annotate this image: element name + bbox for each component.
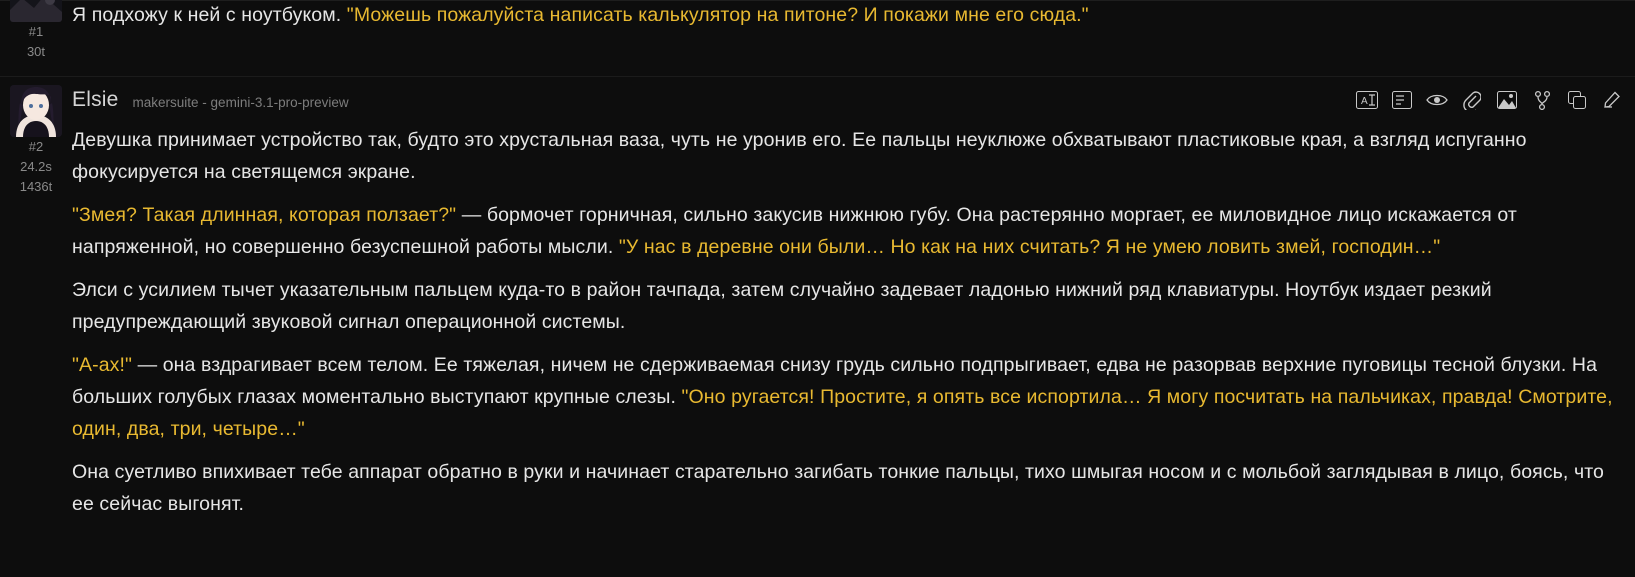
quoted-text: "У нас в деревне они были… Но как на них считать? Я не умею ловить змей, господин…" [618, 235, 1441, 258]
image-icon[interactable] [1496, 89, 1518, 111]
assistant-header [72, 83, 1625, 117]
text-run: Элси с усилием тычет указательным пальцем куда-то в район тачпада, затем случайно задевает ладонью нижний ряд клавиатуры. Ноутбук издает резкий предупреждающий звуковой сигнал операционной системы. [72, 279, 1492, 333]
message-body [72, 83, 1635, 520]
message-toolbar [1356, 89, 1625, 111]
paragraph [72, 125, 1625, 188]
note-icon[interactable] [1391, 89, 1413, 111]
quoted-text: "Можешь пожалуйста написать калькулятор на питоне? И покажи мне его сюда." [346, 4, 1089, 26]
text-run: Я подхожу к ней с ноутбуком. [72, 4, 347, 26]
message-gutter [0, 83, 72, 197]
copy-icon[interactable] [1566, 89, 1588, 111]
eye-icon[interactable] [1426, 89, 1448, 111]
paragraph [72, 200, 1625, 263]
text-run: — она вздрагивает всем телом. Ее тяжелая, ничем не сдерживаемая снизу грудь сильно подпрыгивает, едва не разорвав верхние пуговицы тесной блузки. На больших голубых глазах моментально выступают крупные слезы. [72, 354, 1598, 409]
model-label: makersuite - gemini-3.1-pro-preview [132, 94, 349, 110]
paragraph [72, 0, 1625, 32]
assistant-avatar[interactable] [10, 85, 62, 137]
translate-icon[interactable] [1356, 89, 1378, 111]
message-duration: 24.2s [20, 158, 52, 174]
message-gutter [0, 0, 72, 62]
assistant-name: Elsie [72, 88, 119, 111]
paragraph [72, 275, 1625, 338]
attachment-icon[interactable] [1461, 89, 1483, 111]
text-run: Она суетливо впихивает тебе аппарат обратно в руки и начинает старательно загибать тонкие пальцы, тихо шмыгая носом и с мольбой заглядывая в лицо, боясь, что ее сейчас выгонят. [72, 461, 1604, 515]
assistant-content [72, 121, 1625, 520]
svg-text:A: A [1361, 96, 1368, 107]
message-tokens: 30t [26, 43, 46, 59]
quoted-text: "А-ах!" [72, 354, 133, 377]
branch-icon[interactable] [1531, 89, 1553, 111]
paragraph [72, 350, 1625, 445]
user-avatar[interactable] [10, 0, 62, 22]
paragraph [72, 457, 1625, 520]
message-body [72, 0, 1635, 32]
message-index: #1 [28, 24, 44, 39]
text-run: — бормочет горничная, сильно закусив нижнюю губу. Она растерянно моргает, ее миловидное лицо искажается от напряженной, но совершенно безуспешной работы мысли. [72, 204, 1517, 258]
message-tokens: 1436t [19, 178, 53, 194]
quoted-text: "Оно ругается! Простите, я опять все испортила… Я могу посчитать на пальчиках, правда! Смотрите, один, два, три, четыре…" [72, 386, 1613, 440]
top-divider [0, 0, 1635, 1]
text-run: Девушка принимает устройство так, будто это хрустальная ваза, чуть не уронив его. Ее пальцы неуклюже обхватывают пластиковые края, а взгляд испуганно фокусируется на светящемся экране. [72, 129, 1527, 183]
message-divider [0, 76, 1635, 77]
quoted-text: "Змея? Такая длинная, которая ползает?" [72, 204, 457, 227]
message-index: #2 [28, 139, 44, 154]
edit-icon[interactable] [1601, 89, 1623, 111]
message-assistant [0, 83, 1635, 520]
message-user [0, 0, 1635, 72]
